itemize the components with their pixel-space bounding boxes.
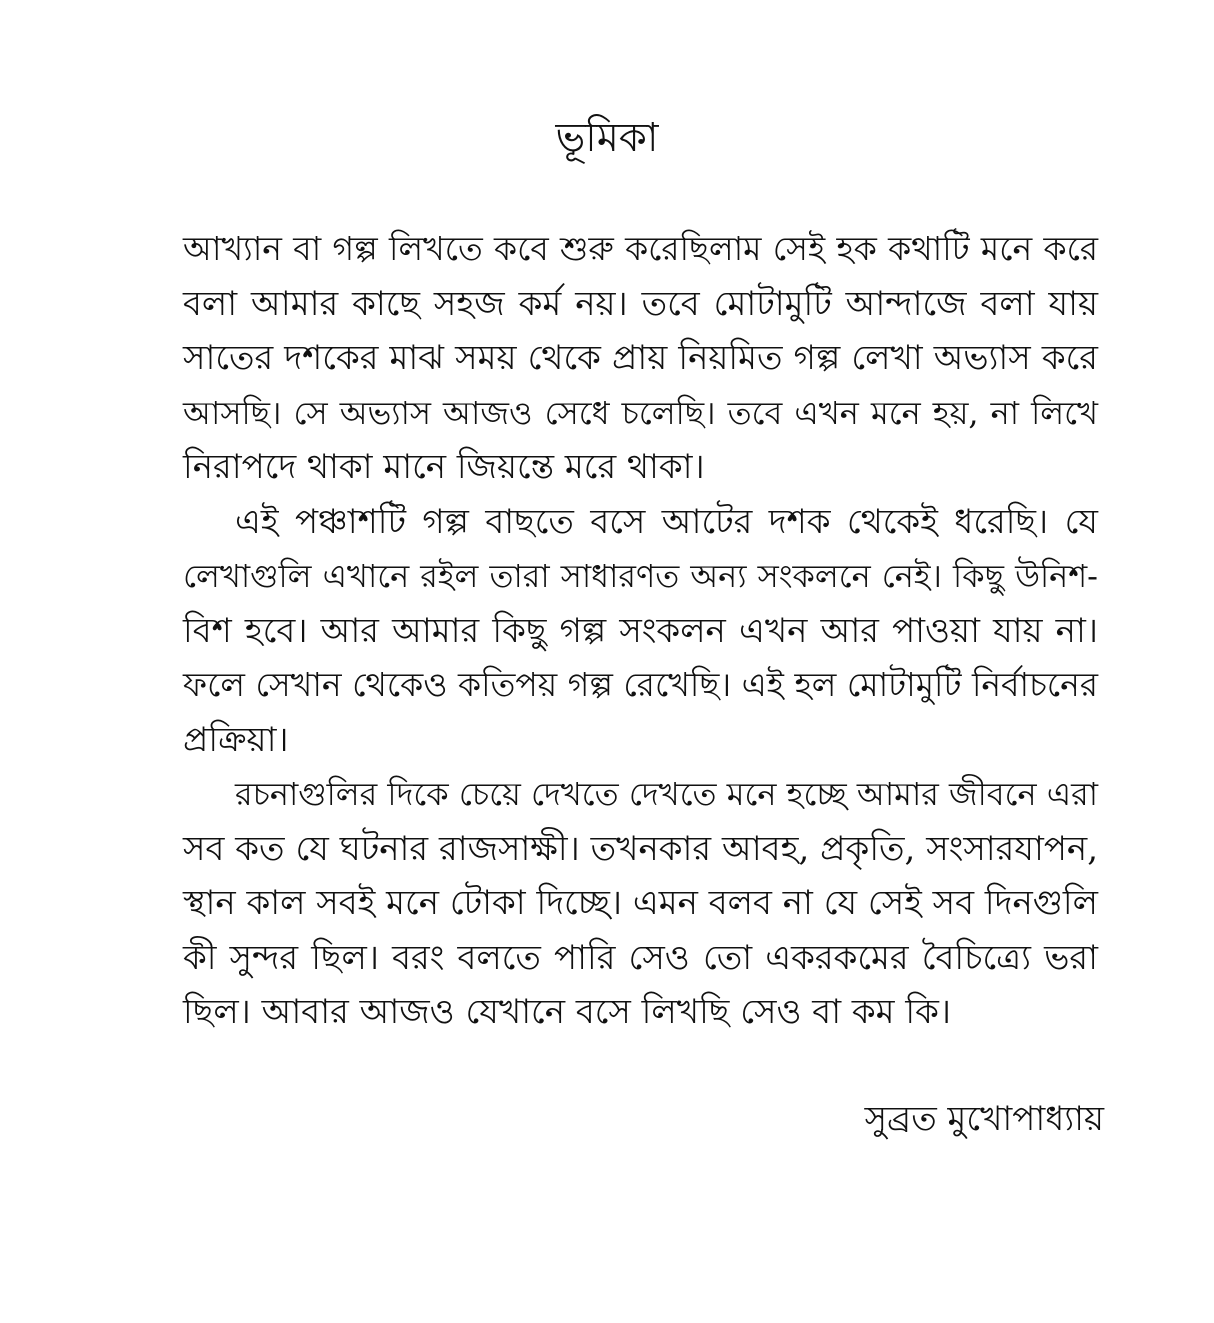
paragraph-1-line-3: সাতের দশকের মাঝ সময় থেকে প্রায় নিয়মিত গল্প লেখা অভ্যাস করে (183, 338, 1098, 378)
paragraph-1-line-4: আসছি। সে অভ্যাস আজও সেধে চলেছি। তবে এখন মনে হয়, না লিখে (183, 393, 1098, 432)
paragraph-3-line-4: কী সুন্দর ছিল। বরং বলতে পারি সেও তো একরকমের বৈচিত্র্যে ভরা (183, 937, 1098, 978)
paragraph-3-line-3: স্থান কাল সবই মনে টোকা দিচ্ছে। এমন বলব না যে সেই সব দিনগুলি (183, 883, 1098, 923)
paragraph-2-line-1: এই পঞ্চাশটি গল্প বাছতে বসে আটের দশক থেকেই ধরেছি। যে (235, 501, 1098, 542)
paragraph-2-line-4: ফলে সেখান থেকেও কতিপয় গল্প রেখেছি। এই হল মোটামুটি নির্বাচনের (183, 665, 1098, 704)
paragraph-2-line-5: প্রক্রিয়া। (183, 719, 289, 760)
preface-body (183, 222, 1098, 1040)
paragraph-1-line-5: নিরাপদে থাকা মানে জিয়ন্তে মরে থাকা। (183, 447, 705, 487)
author-signature: সুব্রত মুখোপাধ্যায় (864, 1099, 1104, 1139)
paragraph-2-line-3: বিশ হবে। আর আমার কিছু গল্প সংকলন এখন আর পাওয়া যায় না। (183, 610, 1098, 651)
paragraph-1-line-1: আখ্যান বা গল্প লিখতে কবে শুরু করেছিলাম সেই হক কথাটি মনে করে (183, 229, 1098, 268)
paragraph-3-line-5: ছিল। আবার আজও যেখানে বসে লিখছি সেও বা কম কি। (183, 992, 952, 1032)
paragraph-3-line-1: রচনাগুলির দিকে চেয়ে দেখতে দেখতে মনে হচ্ছে আমার জীবনে এরা (235, 775, 1098, 813)
paragraph-3-line-2: সব কত যে ঘটনার রাজসাক্ষী। তখনকার আবহ, প্রকৃতি, সংসারযাপন, (183, 828, 1098, 869)
page-title: ভূমিকা (555, 115, 659, 161)
paragraph-1-line-2: বলা আমার কাছে সহজ কর্ম নয়। তবে মোটামুটি আন্দাজে বলা যায় (183, 283, 1098, 324)
paragraph-2-line-2: লেখাগুলি এখানে রইল তারা সাধারণত অন্য সংকলনে নেই। কিছু উনিশ- (183, 557, 1098, 595)
